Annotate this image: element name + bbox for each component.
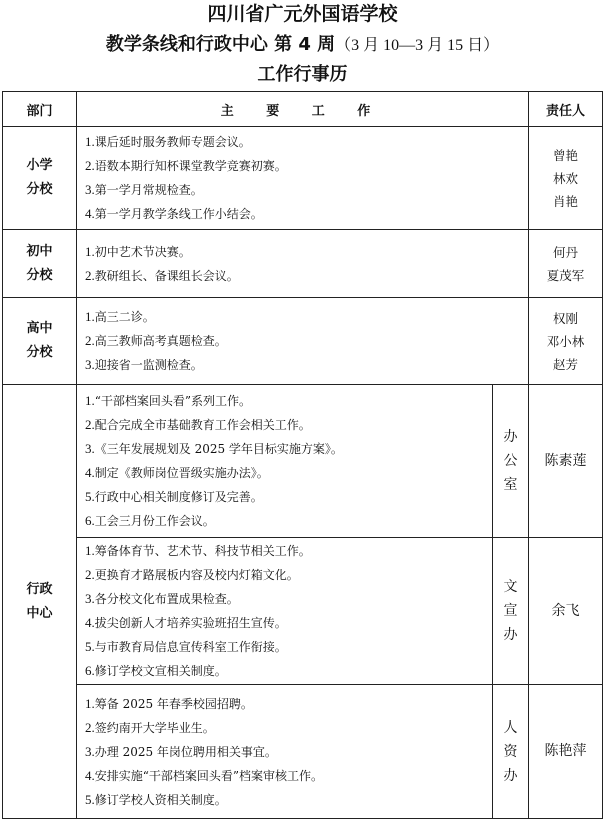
dept-senior-line2: 分校 xyxy=(26,345,53,360)
owners-junior xyxy=(529,230,603,298)
school-name: 四川省广元外国语学校 xyxy=(207,3,398,25)
document-title: 工作行事历 xyxy=(257,64,348,85)
tasks-admin-office xyxy=(77,385,493,538)
task-list-senior xyxy=(85,305,528,377)
header-owner: 责任人 xyxy=(529,92,603,127)
list-item: 5.修订学校人资相关制度。 xyxy=(85,791,227,807)
owner-name: 赵芳 xyxy=(553,356,579,372)
office-label: 办 公 室 xyxy=(493,385,529,538)
owner-name: 肖艳 xyxy=(553,193,579,209)
list-item: 4.安排实施“干部档案回头看”档案审核工作。 xyxy=(85,767,324,783)
list-item: 4.制定《教师岗位晋级实施办法》。 xyxy=(85,465,269,480)
dept-admin xyxy=(3,385,77,819)
owner-admin-office: 陈素莲 xyxy=(529,385,603,538)
row-admin-publicity xyxy=(3,538,603,685)
list-item: 5.与市教育局信息宣传科室工作衔接。 xyxy=(85,639,287,654)
owner-name: 何丹 xyxy=(553,244,579,260)
list-item: 3.办理 2025 年岗位聘用相关事宜。 xyxy=(85,743,277,759)
task-list-admin-hr xyxy=(85,692,492,812)
list-item: 2.配合完成全市基础教育工作会相关工作。 xyxy=(85,417,311,432)
dept-admin-line1: 行政 xyxy=(26,581,53,597)
list-item: 1.高三二诊。 xyxy=(85,309,155,324)
dept-primary-line1: 小学 xyxy=(26,158,53,173)
list-item: 4.第一学月教学条线工作小结会。 xyxy=(85,206,263,221)
header-row xyxy=(3,92,603,127)
list-item: 1.筹备 2025 年春季校园招聘。 xyxy=(85,695,253,711)
subtitle-main: 教学条线和行政中心 第 4 周 xyxy=(105,34,336,55)
list-item: 3.第一学月常规检查。 xyxy=(85,182,203,197)
dept-junior-line1: 初中 xyxy=(26,243,53,259)
tasks-admin-publicity xyxy=(77,538,493,685)
schedule-table xyxy=(2,91,603,819)
list-item: 3.《三年发展规划及 2025 学年目标实施方案》。 xyxy=(85,441,343,456)
list-item: 5.行政中心相关制度修订及完善。 xyxy=(85,489,263,504)
list-item: 2.签约南开大学毕业生。 xyxy=(85,719,215,735)
tasks-primary xyxy=(77,127,529,230)
hr-office-label: 人 资 办 xyxy=(493,685,529,819)
row-junior xyxy=(3,230,603,298)
list-item: 2.高三教师高考真题检查。 xyxy=(85,333,227,348)
owner-admin-hr: 陈艳萍 xyxy=(529,685,603,819)
owner-name: 邓小林 xyxy=(546,333,585,349)
list-item: 3.迎接省一监测检查。 xyxy=(85,357,203,372)
tasks-senior xyxy=(77,298,529,385)
owner-name: 曾艳 xyxy=(553,147,579,163)
owner-name: 权刚 xyxy=(553,310,579,326)
owners-primary xyxy=(529,127,603,230)
tasks-admin-hr xyxy=(77,685,493,819)
publicity-office-label: 文 宣 办 xyxy=(493,538,529,685)
owner-name: 林欢 xyxy=(553,170,579,186)
list-item: 6.工会三月份工作会议。 xyxy=(85,513,215,528)
list-item: 2.语数本期行知杯课堂教学竞赛初赛。 xyxy=(85,158,287,173)
list-item: 1.“干部档案回头看”系列工作。 xyxy=(85,393,252,408)
row-senior xyxy=(3,298,603,385)
list-item: 1.筹备体育节、艺术节、科技节相关工作。 xyxy=(85,543,311,558)
list-item: 1.课后延时服务教师专题会议。 xyxy=(85,134,251,149)
dept-admin-line2: 中心 xyxy=(26,605,53,621)
subtitle-dates: （3 月 10—3 月 15 日） xyxy=(335,37,500,54)
tasks-junior xyxy=(77,230,529,298)
list-item: 2.更换育才路展板内容及校内灯箱文化。 xyxy=(85,567,299,582)
owners-senior xyxy=(529,298,603,385)
owner-name: 夏茂军 xyxy=(546,267,585,283)
task-list-junior xyxy=(85,240,528,288)
dept-primary-line2: 分校 xyxy=(26,182,53,197)
row-admin-hr xyxy=(3,685,603,819)
task-list-admin-office xyxy=(85,389,492,533)
task-list-admin-publicity xyxy=(85,539,492,683)
task-list-primary xyxy=(85,130,528,226)
dept-primary xyxy=(3,127,77,230)
list-item: 1.初中艺术节决赛。 xyxy=(85,243,191,259)
dept-senior xyxy=(3,298,77,385)
dept-senior-line1: 高中 xyxy=(26,321,53,336)
list-item: 4.拔尖创新人才培养实验班招生宣传。 xyxy=(85,615,287,630)
owner-admin-publicity: 余飞 xyxy=(529,538,603,685)
dept-junior-line2: 分校 xyxy=(26,267,53,283)
header-dept: 部门 xyxy=(3,92,77,127)
row-admin-office xyxy=(3,385,603,538)
list-item: 2.教研组长、备课组长会议。 xyxy=(85,267,239,283)
list-item: 6.修订学校文宣相关制度。 xyxy=(85,663,227,678)
schedule-subtitle xyxy=(0,33,605,58)
list-item: 3.各分校文化布置成果检查。 xyxy=(85,591,239,606)
row-primary xyxy=(3,127,603,230)
header-work: 主 要 工 作 xyxy=(77,92,529,127)
dept-junior xyxy=(3,230,77,298)
